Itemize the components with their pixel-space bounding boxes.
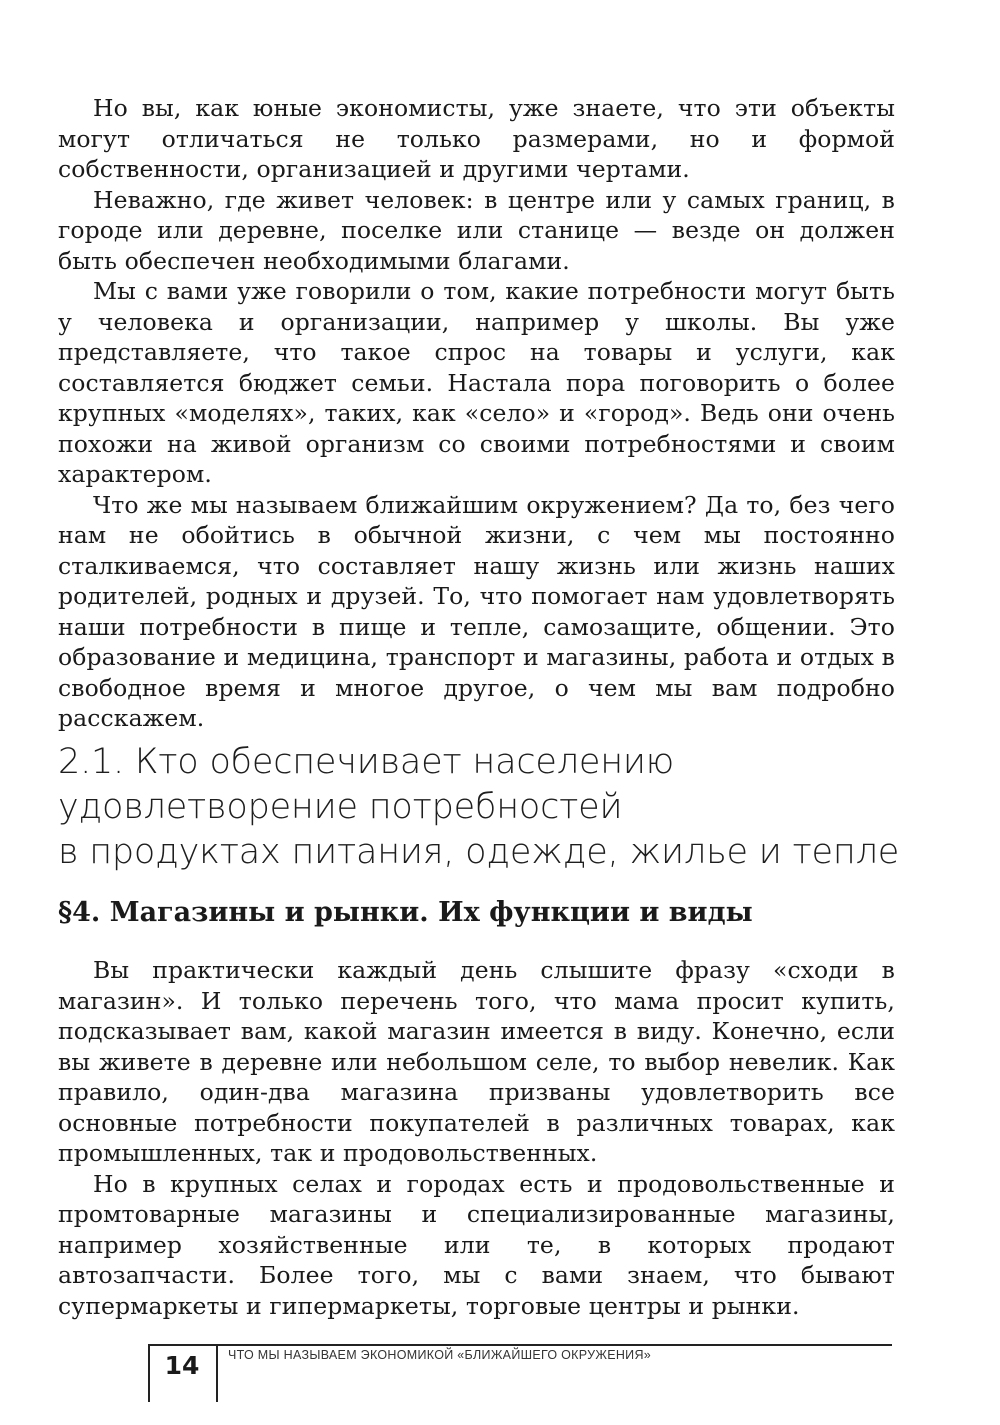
intro-paragraph-4: Что же мы называем ближайшим окружением? Да то, без чего нам не обойтись в обычной жизни, с чем мы постоянно сталкиваемся, что составляет нашу жизнь или жизнь наших родителей, родных и друзей. То, что помогает нам удовлетворять наши потребности в пище и тепле, самозащите, общении. Это образование и медицина, транспорт и магазины, работа и отдых в свободное время и многое другое, о чем мы вам подробно расскажем. xyxy=(58,490,895,732)
page-number: 14 xyxy=(164,1351,200,1380)
section-heading-line-1: 2.1. Кто обеспечивает населению xyxy=(58,742,675,782)
paragraph-title: §4. Магазины и рынки. Их функции и виды xyxy=(58,897,753,928)
section-heading-line-2: удовлетворение потребностей xyxy=(58,787,623,827)
intro-paragraph-3: Мы с вами уже говорили о том, какие потребности могут быть у человека и организации, например у школы. Вы уже представляете, что такое спрос на товары и услуги, как составляется бюджет семьи. Настала пора поговорить о более крупных «моделях», таких, как «село» и «город». Ведь они очень похожи на живой организм со своими потребностями и своим характером. xyxy=(58,277,895,488)
intro-paragraph-1: Но вы, как юные экономисты, уже знаете, что эти объекты могут отличаться не только размерами, но и формой собственности, организацией и другими чертами. xyxy=(58,94,895,183)
footer-rule xyxy=(148,1344,892,1346)
section-heading-line-3: в продуктах питания, одежде, жилье и тепле xyxy=(58,832,900,872)
body-text xyxy=(58,955,895,1321)
body-paragraph-2: Но в крупных селах и городах есть и продовольственные и промтоварные магазины и специализированные магазины, например хозяйственные или те, в которых продают автозапчасти. Более того, мы с вами знаем, что бывают супермаркеты и гипермаркеты, торговые центры и рынки. xyxy=(58,1169,895,1320)
intro-text xyxy=(58,93,895,734)
running-title: ЧТО МЫ НАЗЫВАЕМ ЭКОНОМИКОЙ «БЛИЖАЙШЕГО ОКРУЖЕНИЯ» xyxy=(228,1348,652,1362)
intro-paragraph-2: Неважно, где живет человек: в центре или у самых границ, в городе или деревне, поселке или станице — везде он должен быть обеспечен необходимыми благами. xyxy=(58,185,895,275)
section-heading xyxy=(58,740,918,875)
body-paragraph-1: Вы практически каждый день слышите фразу «сходи в магазин». И только перечень того, что мама просит купить, подсказывает вам, какой магазин имеется в виду. Конечно, если вы живете в деревне или небольшом селе, то выбор невелик. Как правило, один-два магазина призваны удовлетворить все основные потребности покупателей в различных товарах, как промышленных, так и продовольственных. xyxy=(58,956,895,1167)
